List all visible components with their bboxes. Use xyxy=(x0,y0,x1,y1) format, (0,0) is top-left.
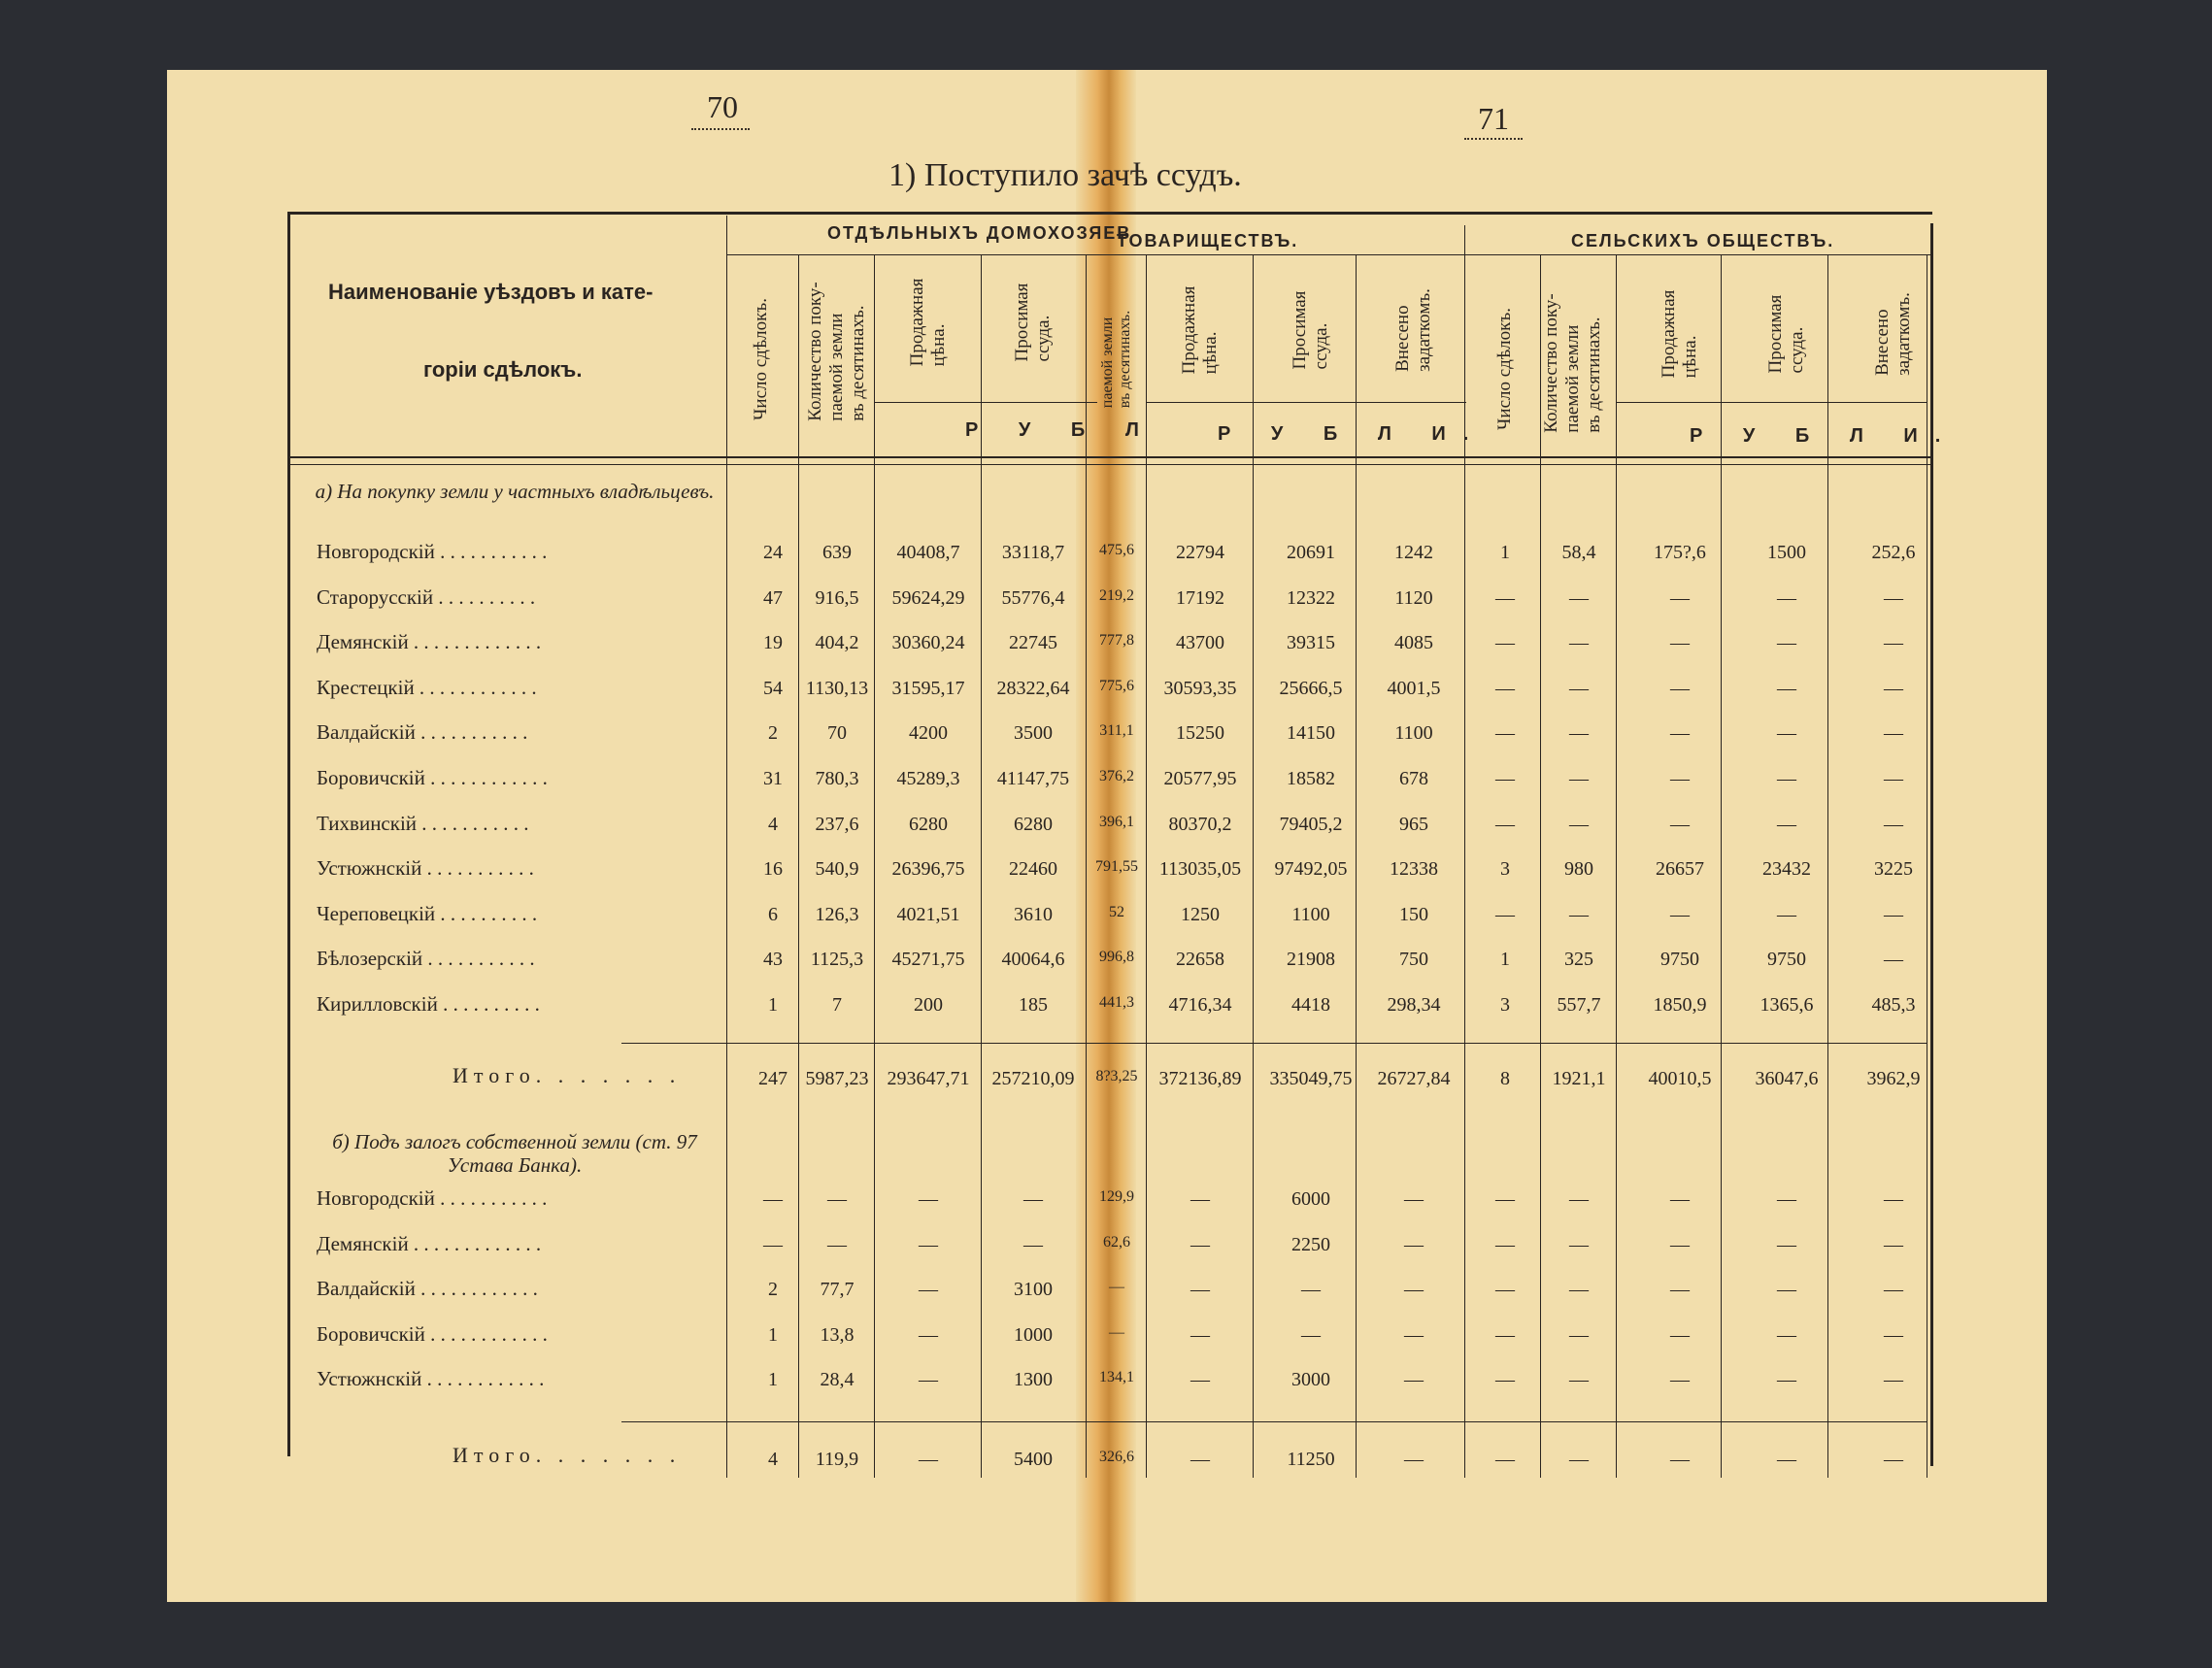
col-header-land-qty-3: Количество поку- паемой земли въ десятинахъ. xyxy=(1541,293,1604,433)
table-cell: 22794 xyxy=(1176,542,1224,563)
total-cell: 1921,1 xyxy=(1552,1068,1606,1089)
table-cell: 325 xyxy=(1564,949,1593,971)
table-cell: 52 xyxy=(1109,903,1124,920)
group-header-partnerships: ТОВАРИЩЕСТВЪ. xyxy=(1117,231,1299,250)
table-cell: 3 xyxy=(1500,858,1510,881)
row-label: Валдайскій . . . . . . . . . . . xyxy=(317,720,528,745)
table-cell: 557,7 xyxy=(1557,994,1601,1016)
table-cell: — xyxy=(827,1188,847,1210)
row-label: Демянскій . . . . . . . . . . . . . xyxy=(317,1231,542,1255)
row-label: Боровичскій . . . . . . . . . . . . xyxy=(317,766,548,789)
table-cell: 252,6 xyxy=(1871,542,1916,563)
table-right-rule xyxy=(1930,223,1933,1466)
col-header-loan: Просимая ссуда. xyxy=(1012,283,1054,362)
table-cell: 77,7 xyxy=(820,1279,855,1300)
table-cell: — xyxy=(1569,1323,1589,1346)
section-a-label: а) На покупку земли у частныхъ владѣльцевъ. xyxy=(315,480,715,503)
table-cell: — xyxy=(1884,1188,1903,1210)
table-cell: — xyxy=(1884,1323,1903,1346)
table-cell: 3100 xyxy=(1014,1279,1053,1300)
table-cell: 1 xyxy=(1500,949,1510,971)
total-a-label: Итого. . . . . . . xyxy=(452,1063,682,1087)
table-cell: 70 xyxy=(827,722,847,745)
total-cell: 335049,75 xyxy=(1269,1068,1353,1089)
table-cell: 6280 xyxy=(1014,813,1053,835)
table-cell: 750 xyxy=(1399,949,1428,971)
row-label: Устюжнскій . . . . . . . . . . . xyxy=(317,856,534,881)
table-cell: — xyxy=(1495,677,1515,699)
table-cell: 55776,4 xyxy=(1001,586,1065,609)
table-cell: — xyxy=(919,1369,938,1390)
table-cell: 1100 xyxy=(1394,722,1433,745)
table-cell: 4 xyxy=(768,813,778,835)
table-cell: 9750 xyxy=(1767,949,1806,971)
table-cell: — xyxy=(763,1188,783,1210)
table-cell: 980 xyxy=(1564,858,1593,881)
table-cell: 22658 xyxy=(1176,949,1224,971)
total-cell: 119,9 xyxy=(815,1449,859,1470)
row-label: Валдайскій . . . . . . . . . . . . xyxy=(317,1277,538,1300)
table-cell: — xyxy=(1495,903,1515,925)
table-cell: 30593,35 xyxy=(1163,677,1237,699)
rubles-label-communities: Р У Б Л И. xyxy=(1690,425,1959,447)
table-cell: 134,1 xyxy=(1099,1369,1134,1385)
table-cell: 12322 xyxy=(1287,586,1335,609)
table-cell: 1850,9 xyxy=(1653,994,1707,1016)
table-cell: — xyxy=(1884,586,1903,609)
total-cell: — xyxy=(1670,1449,1690,1470)
table-cell: — xyxy=(1023,1233,1043,1255)
table-cell: — xyxy=(1404,1369,1424,1390)
table-cell: 6280 xyxy=(909,813,948,835)
table-cell: 2 xyxy=(768,1279,778,1300)
table-cell: 175?,6 xyxy=(1654,542,1706,563)
table-cell: — xyxy=(1301,1323,1321,1346)
table-cell: 62,6 xyxy=(1103,1233,1130,1251)
table-cell: — xyxy=(1777,586,1796,609)
col-header-sale-price-3: Продажная цѣна. xyxy=(1659,289,1700,379)
table-left-rule xyxy=(287,212,290,1456)
table-cell: 1 xyxy=(768,1323,778,1346)
table-cell: — xyxy=(1190,1233,1210,1255)
table-cell: — xyxy=(1670,1188,1690,1210)
table-cell: — xyxy=(1884,722,1903,745)
table-cell: 376,2 xyxy=(1099,768,1134,784)
table-cell: 4716,34 xyxy=(1168,994,1232,1016)
row-label: Кирилловскій . . . . . . . . . . xyxy=(317,992,540,1016)
total-cell: 8 xyxy=(1500,1068,1510,1089)
total-cell: 326,6 xyxy=(1099,1449,1134,1465)
table-cell: — xyxy=(1569,1369,1589,1390)
col-header-deposit-2: Внесено задаткомъ. xyxy=(1392,288,1434,372)
table-cell: — xyxy=(1670,1369,1690,1390)
table-cell: 79405,2 xyxy=(1279,813,1343,835)
table-cell: 475,6 xyxy=(1099,542,1134,558)
rubles-label-partnerships: Р У Б Л И. xyxy=(1218,423,1487,445)
table-cell: — xyxy=(1495,1233,1515,1255)
table-cell: — xyxy=(1190,1323,1210,1346)
total-cell: 3962,9 xyxy=(1866,1068,1921,1089)
table-cell: — xyxy=(1190,1188,1210,1210)
column-rule xyxy=(1540,254,1541,1478)
table-cell: 1125,3 xyxy=(810,949,864,971)
group-divider xyxy=(1464,225,1465,254)
table-cell: 31 xyxy=(763,768,783,789)
col-header-sale-price-2: Продажная цѣна. xyxy=(1179,285,1221,375)
table-cell: 237,6 xyxy=(815,813,859,835)
table-cell: 3225 xyxy=(1874,858,1913,881)
table-cell: — xyxy=(1495,1279,1515,1300)
total-cell: 247 xyxy=(758,1068,788,1089)
table-cell: 777,8 xyxy=(1099,632,1134,650)
table-cell: 23432 xyxy=(1762,858,1811,881)
table-cell: 1 xyxy=(768,994,778,1016)
table-cell: 7 xyxy=(832,994,842,1016)
column-rule xyxy=(726,216,727,1478)
table-cell: 16 xyxy=(763,858,783,881)
table-cell: — xyxy=(1884,632,1903,654)
total-cell: — xyxy=(1884,1449,1903,1470)
table-cell: 20691 xyxy=(1287,542,1335,563)
total-cell: 293647,71 xyxy=(887,1068,970,1089)
table-cell: 30360,24 xyxy=(891,632,965,654)
row-label: Устюжнскій . . . . . . . . . . . . xyxy=(317,1367,545,1390)
table-cell: 45289,3 xyxy=(896,768,960,789)
table-cell: — xyxy=(1301,1279,1321,1300)
table-cell: — xyxy=(1777,1369,1796,1390)
table-cell: — xyxy=(1495,722,1515,745)
table-cell: — xyxy=(1569,1233,1589,1255)
table-cell: — xyxy=(1569,903,1589,925)
table-cell: — xyxy=(1404,1323,1424,1346)
table-cell: — xyxy=(1777,632,1796,654)
table-cell: 540,9 xyxy=(815,858,859,881)
table-cell: 113035,05 xyxy=(1158,858,1242,881)
row-label: Новгородскій . . . . . . . . . . . xyxy=(317,540,548,563)
table-cell: 97492,05 xyxy=(1274,858,1348,881)
table-cell: 22460 xyxy=(1009,858,1057,881)
table-cell: — xyxy=(827,1233,847,1255)
total-cell: 257210,09 xyxy=(991,1068,1075,1089)
table-cell: 47 xyxy=(763,586,783,609)
table-cell: 4001,5 xyxy=(1387,677,1441,699)
total-cell: — xyxy=(1404,1449,1424,1470)
table-cell: 40408,7 xyxy=(896,542,960,563)
table-cell: — xyxy=(1777,903,1796,925)
table-cell: 58,4 xyxy=(1561,542,1596,563)
table-cell: 14150 xyxy=(1287,722,1335,745)
table-cell: 1 xyxy=(1500,542,1510,563)
table-cell: 41147,75 xyxy=(996,768,1070,789)
row-label: Крестецкій . . . . . . . . . . . . xyxy=(317,675,537,699)
table-cell: — xyxy=(919,1323,938,1346)
table-cell: 1500 xyxy=(1767,542,1806,563)
table-cell: — xyxy=(1569,677,1589,699)
total-cell: — xyxy=(1190,1449,1210,1470)
table-cell: — xyxy=(1569,632,1589,654)
table-cell: — xyxy=(1777,677,1796,699)
table-cell: — xyxy=(1670,1323,1690,1346)
table-cell: 639 xyxy=(822,542,852,563)
table-cell: 775,6 xyxy=(1099,677,1134,694)
col-header-loan-2: Просимая ссуда. xyxy=(1290,290,1331,370)
total-cell: — xyxy=(919,1449,938,1470)
col-header-deals: Число сдѣлокъ. xyxy=(751,298,771,420)
header-bottom-rule xyxy=(287,456,1932,458)
table-cell: 26657 xyxy=(1656,858,1704,881)
row-label: Демянскій . . . . . . . . . . . . . xyxy=(317,630,542,654)
table-cell: 31595,17 xyxy=(891,677,965,699)
table-cell: 45271,75 xyxy=(891,949,965,971)
table-cell: 17192 xyxy=(1176,586,1224,609)
table-cell: 298,34 xyxy=(1387,994,1441,1016)
table-cell: 43 xyxy=(763,949,783,971)
table-cell: 126,3 xyxy=(815,903,859,925)
total-cell: 40010,5 xyxy=(1648,1068,1712,1089)
table-cell: 12338 xyxy=(1390,858,1438,881)
total-cell: 4 xyxy=(768,1449,778,1470)
table-cell: 1250 xyxy=(1181,903,1220,925)
table-cell: 3610 xyxy=(1014,903,1053,925)
table-cell: 678 xyxy=(1399,768,1428,789)
table-cell: 33118,7 xyxy=(1001,542,1065,563)
table-cell: — xyxy=(1670,813,1690,835)
left-page-number: 70 xyxy=(707,89,738,124)
table-cell: 780,3 xyxy=(815,768,859,789)
table-cell: — xyxy=(1190,1369,1210,1390)
row-label: Череповецкій . . . . . . . . . . xyxy=(317,901,538,925)
table-cell: 396,1 xyxy=(1099,813,1134,830)
rubles-label-individual: Р У Б Л xyxy=(965,419,1156,441)
table-cell: — xyxy=(1495,1369,1515,1390)
table-cell: — xyxy=(1569,1279,1589,1300)
table-cell: 791,55 xyxy=(1095,858,1138,876)
table-cell: 24 xyxy=(763,542,783,563)
table-cell: 1300 xyxy=(1014,1369,1053,1390)
table-cell: — xyxy=(1495,1188,1515,1210)
total-b-rule xyxy=(621,1421,1927,1422)
right-page-number-ornament xyxy=(1464,138,1523,140)
table-cell: 4021,51 xyxy=(896,903,960,925)
table-cell: — xyxy=(1495,632,1515,654)
table-cell: 1130,13 xyxy=(805,677,869,699)
table-cell: 80370,2 xyxy=(1168,813,1232,835)
table-cell: — xyxy=(1884,1369,1903,1390)
column-rule xyxy=(1616,254,1617,1478)
table-cell: — xyxy=(1495,1323,1515,1346)
total-cell: 372136,89 xyxy=(1158,1068,1242,1089)
table-cell: 43700 xyxy=(1176,632,1224,654)
left-page-number-ornament xyxy=(691,128,750,130)
col-header-land-qty: Количество поку- паемой земли въ десятинахъ. xyxy=(805,282,868,421)
table-cell: — xyxy=(1190,1279,1210,1300)
total-cell: 5400 xyxy=(1014,1449,1053,1470)
table-cell: 219,2 xyxy=(1099,586,1134,604)
table-cell: 21908 xyxy=(1287,949,1335,971)
table-cell: 4418 xyxy=(1291,994,1330,1016)
table-cell: 1365,6 xyxy=(1760,994,1814,1016)
table-cell: 2 xyxy=(768,722,778,745)
row-label: Старорусскій . . . . . . . . . . xyxy=(317,584,536,609)
table-cell: 185 xyxy=(1019,994,1048,1016)
table-cell: — xyxy=(1777,1188,1796,1210)
row-label: Боровичскій . . . . . . . . . . . . xyxy=(317,1321,548,1346)
table-cell: 916,5 xyxy=(815,586,859,609)
table-cell: 28,4 xyxy=(820,1369,855,1390)
table-cell: — xyxy=(1495,586,1515,609)
table-cell: 28322,64 xyxy=(996,677,1070,699)
row-label: Тихвинскій . . . . . . . . . . . xyxy=(317,811,529,835)
table-cell: — xyxy=(1109,1323,1124,1341)
table-cell: 996,8 xyxy=(1099,949,1134,966)
table-cell: — xyxy=(1777,1279,1796,1300)
table-heading: 1) Поступило зачѣ ссудъ. xyxy=(888,157,1242,193)
table-cell: — xyxy=(1404,1279,1424,1300)
col-header-deposit-3: Внесено задаткомъ. xyxy=(1872,292,1914,376)
total-a-rule xyxy=(621,1043,1927,1044)
table-cell: — xyxy=(763,1233,783,1255)
total-cell: 8?3,25 xyxy=(1095,1068,1138,1084)
table-cell: — xyxy=(1670,1279,1690,1300)
total-cell: 36047,6 xyxy=(1755,1068,1819,1089)
table-cell: — xyxy=(1670,768,1690,789)
table-cell: — xyxy=(1670,632,1690,654)
table-cell: — xyxy=(1495,768,1515,789)
table-cell: — xyxy=(1884,1233,1903,1255)
table-cell: 965 xyxy=(1399,813,1428,835)
total-b-label: Итого. . . . . . . xyxy=(452,1443,682,1467)
table-cell: 441,3 xyxy=(1099,994,1134,1011)
total-cell: 5987,23 xyxy=(805,1068,869,1089)
table-cell: 3500 xyxy=(1014,722,1053,745)
rubles-rule-left xyxy=(874,402,1097,403)
table-cell: — xyxy=(1569,586,1589,609)
table-cell: 40064,6 xyxy=(1001,949,1065,971)
table-cell: — xyxy=(1569,813,1589,835)
header-bottom-rule-2 xyxy=(287,464,1932,465)
table-cell: — xyxy=(1777,813,1796,835)
stub-header-line1: Наименованіе уѣздовъ и кате- xyxy=(328,280,654,304)
table-cell: — xyxy=(1670,1233,1690,1255)
total-cell: — xyxy=(1569,1449,1589,1470)
stub-header-line2: горіи сдѣлокъ. xyxy=(423,357,583,382)
table-cell: 3000 xyxy=(1291,1369,1330,1390)
table-cell: 1100 xyxy=(1291,903,1330,925)
table-cell: — xyxy=(1670,722,1690,745)
table-cell: 18582 xyxy=(1287,768,1335,789)
table-cell: 59624,29 xyxy=(891,586,965,609)
table-cell: — xyxy=(1884,903,1903,925)
table-cell: — xyxy=(1884,677,1903,699)
table-cell: 1242 xyxy=(1394,542,1433,563)
table-cell: 150 xyxy=(1399,903,1428,925)
table-cell: 9750 xyxy=(1660,949,1699,971)
table-cell: — xyxy=(1777,722,1796,745)
table-cell: — xyxy=(919,1233,938,1255)
table-cell: — xyxy=(919,1188,938,1210)
total-cell: 11250 xyxy=(1287,1449,1335,1470)
table-cell: — xyxy=(1404,1233,1424,1255)
table-cell: 22745 xyxy=(1009,632,1057,654)
table-cell: 1000 xyxy=(1014,1323,1053,1346)
table-cell: 4085 xyxy=(1394,632,1433,654)
table-cell: — xyxy=(1884,1279,1903,1300)
rubles-rule-mid xyxy=(1146,402,1466,403)
table-cell: 1120 xyxy=(1394,586,1433,609)
table-cell: 311,1 xyxy=(1099,722,1134,740)
table-cell: — xyxy=(1670,586,1690,609)
table-cell: 4200 xyxy=(909,722,948,745)
group-sub-rule xyxy=(726,254,1930,255)
table-cell: 25666,5 xyxy=(1279,677,1343,699)
row-label: Новгородскій . . . . . . . . . . . xyxy=(317,1186,548,1210)
group-header-communities: СЕЛЬСКИХЪ ОБЩЕСТВЪ. xyxy=(1571,231,1835,250)
table-cell: — xyxy=(1023,1188,1043,1210)
col-header-loan-3: Просимая ссуда. xyxy=(1765,294,1807,374)
table-cell: — xyxy=(1777,768,1796,789)
table-cell: 404,2 xyxy=(815,632,859,654)
table-cell: — xyxy=(1109,1279,1124,1295)
right-page-number: 71 xyxy=(1478,101,1509,136)
table-cell: 2250 xyxy=(1291,1233,1330,1255)
total-cell: 26727,84 xyxy=(1377,1068,1451,1089)
table-cell: — xyxy=(1777,1323,1796,1346)
table-cell: 39315 xyxy=(1287,632,1335,654)
table-cell: — xyxy=(1670,677,1690,699)
table-cell: — xyxy=(1777,1233,1796,1255)
total-cell: — xyxy=(1777,1449,1796,1470)
table-cell: — xyxy=(1884,813,1903,835)
table-cell: — xyxy=(1569,768,1589,789)
table-cell: 19 xyxy=(763,632,783,654)
table-cell: 54 xyxy=(763,677,783,699)
total-cell: — xyxy=(1495,1449,1515,1470)
table-cell: — xyxy=(1884,949,1903,971)
table-cell: 13,8 xyxy=(820,1323,855,1346)
table-cell: 1 xyxy=(768,1369,778,1390)
col-header-sale-price: Продажная цѣна. xyxy=(907,278,949,367)
row-label: Бѣлозерскій . . . . . . . . . . . xyxy=(317,947,535,971)
table-cell: — xyxy=(1884,768,1903,789)
table-cell: — xyxy=(1404,1188,1424,1210)
column-rule xyxy=(874,254,875,1478)
table-cell: — xyxy=(1670,903,1690,925)
table-cell: 6000 xyxy=(1291,1188,1330,1210)
table-cell: — xyxy=(919,1279,938,1300)
table-cell: 15250 xyxy=(1176,722,1224,745)
table-cell: 20577,95 xyxy=(1163,768,1237,789)
table-cell: 200 xyxy=(914,994,943,1016)
table-cell: 3 xyxy=(1500,994,1510,1016)
table-cell: 26396,75 xyxy=(891,858,965,881)
table-cell: 485,3 xyxy=(1871,994,1916,1016)
column-rule xyxy=(798,254,799,1478)
table-cell: — xyxy=(1569,722,1589,745)
table-cell: — xyxy=(1495,813,1515,835)
table-cell: 6 xyxy=(768,903,778,925)
table-cell: 129,9 xyxy=(1099,1188,1134,1205)
table-cell: — xyxy=(1569,1188,1589,1210)
section-b-label: б) Подъ залогъ собственной земли (ст. 97 Устава Банка). xyxy=(332,1130,697,1177)
col-header-deals-3: Число сдѣлокъ. xyxy=(1494,308,1515,430)
table-top-rule xyxy=(287,212,1932,215)
rubles-rule-right xyxy=(1616,402,1927,403)
col-header-land-qty-partial: паемой земли въ десятинахъ. xyxy=(1099,310,1133,409)
group-header-individual: ОТДѢЛЬНЫХЪ ДОМОХОЗЯЕВ xyxy=(827,223,1132,243)
